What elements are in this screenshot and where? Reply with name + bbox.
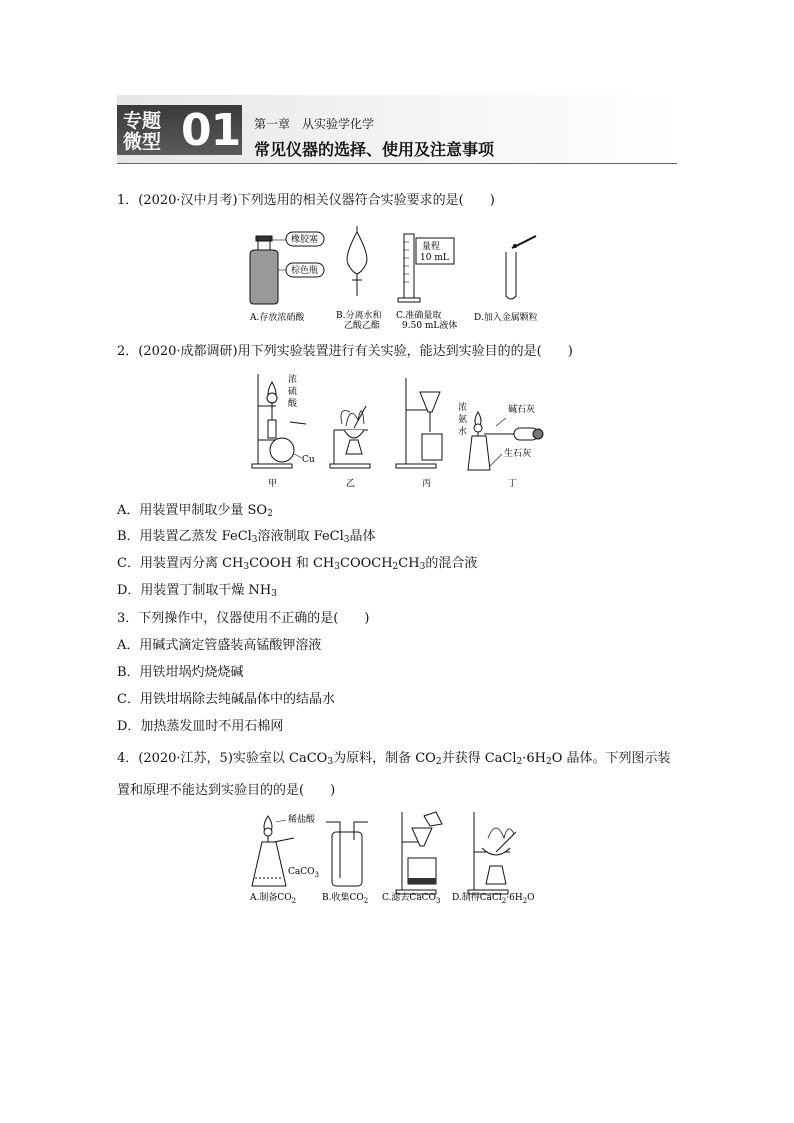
label-range: 量程	[422, 242, 441, 252]
caption-c1: C.准确量取	[396, 311, 442, 321]
caption-d: D.加入金属颗粒	[474, 313, 538, 323]
label-suan: 酸	[288, 399, 298, 409]
topic-badge	[117, 105, 242, 155]
q2-option-c: C．用装置丙分离 $CH_3COOH$ 和 $CH_3COOCH_2CH_3$的混合液	[117, 556, 478, 572]
caption-b1: B.分离水和	[336, 311, 382, 321]
question-1-stem: 1．(2020·汉中月考)下列选用的相关仪器符合实验要求的是( )	[117, 193, 495, 208]
apparatus-bing-icon	[396, 378, 442, 468]
label-an: 氨	[458, 415, 468, 425]
evaporation-icon	[468, 812, 516, 894]
q3-option-b: B．用铁坩埚灼烧烧碱	[117, 665, 244, 680]
apparatus-jia-icon	[252, 374, 306, 468]
caption-d: D.制得$CaCl_2\cdot 6H_2O$	[452, 893, 535, 905]
badge-text-line2: 微型	[123, 131, 162, 153]
question-4-figure	[246, 808, 556, 908]
caption-a: A.存放浓硝酸	[250, 313, 305, 323]
q2-option-a: A．用装置甲制取少量 $SO_2$	[117, 503, 273, 519]
label-liu: 硫	[288, 387, 298, 397]
caption-a: A.制备$CO_2$	[250, 893, 297, 905]
q3-option-d: D．加热蒸发皿时不用石棉网	[117, 719, 284, 734]
caption-b: B.收集$CO_2$	[322, 893, 369, 905]
q2-option-b: B．用装置乙蒸发 FeCl$_3$溶液制取 FeCl$_3$晶体	[117, 529, 376, 545]
label-range-value: 10 mL	[420, 253, 449, 263]
badge-number: 01	[181, 105, 241, 155]
question-4-stem-line2: 置和原理不能达到实验目的的是( )	[117, 783, 336, 798]
caption-jia: 甲	[268, 479, 278, 489]
q3-option-c: C．用铁坩埚除去纯碱晶体中的结晶水	[117, 692, 335, 707]
section-header	[117, 95, 677, 164]
gas-bottle-icon	[326, 822, 368, 886]
label-nong2: 浓	[458, 403, 468, 413]
q3-option-a: A．用碱式滴定管盛装高锰酸钾溶液	[117, 638, 322, 653]
label-caco3: CaCO$_3$	[288, 867, 319, 879]
question-2-stem: 2．(2020·成都调研)用下列实验装置进行有关实验，能达到实验目的的是( )	[117, 344, 573, 359]
chapter-label: 第一章 从实验学化学	[254, 117, 375, 131]
caption-c2: 9.50 mL液体	[402, 321, 458, 330]
label-rubber: 橡胶塞	[291, 235, 319, 245]
caption-b2: 乙酸乙酯	[344, 321, 381, 330]
question-1-figure	[240, 222, 560, 330]
label-shui: 水	[458, 427, 468, 437]
badge-text	[123, 111, 161, 153]
q2-option-d: D．用装置丁制取干燥 $NH_3$	[117, 583, 278, 599]
question-3-stem: 3．下列操作中，仪器使用不正确的是( )	[117, 611, 370, 626]
filtration-icon	[396, 812, 442, 894]
question-4-stem-line1: 4．(2020·江苏，5)实验室以 CaCO$_3$为原料，制备 $CO_2$并获得 $CaCl_2\cdot 6H_2O$ 晶体。下列图示装	[117, 751, 671, 767]
caption-yi: 乙	[346, 479, 356, 489]
test-tube-icon	[506, 236, 536, 299]
question-2-figure	[246, 370, 556, 492]
label-shengshihui: 生石灰	[504, 449, 532, 459]
apparatus-yi-icon	[330, 406, 370, 468]
apparatus-ding-icon	[468, 412, 543, 470]
separatory-funnel-icon	[347, 226, 367, 296]
label-brown: 棕色瓶	[291, 266, 319, 276]
caption-ding: 丁	[508, 479, 518, 489]
caption-bing: 丙	[422, 479, 432, 489]
label-jianshihui: 碱石灰	[508, 405, 536, 415]
badge-text-line1: 专题	[123, 110, 162, 132]
label-nong: 浓	[288, 375, 298, 385]
page-title: 常见仪器的选择、使用及注意事项	[254, 140, 495, 159]
caption-c: C.滤去CaCO$_3$	[382, 893, 441, 905]
label-xiyansuan: 稀盐酸	[288, 815, 316, 825]
label-cu: Cu	[302, 455, 315, 465]
